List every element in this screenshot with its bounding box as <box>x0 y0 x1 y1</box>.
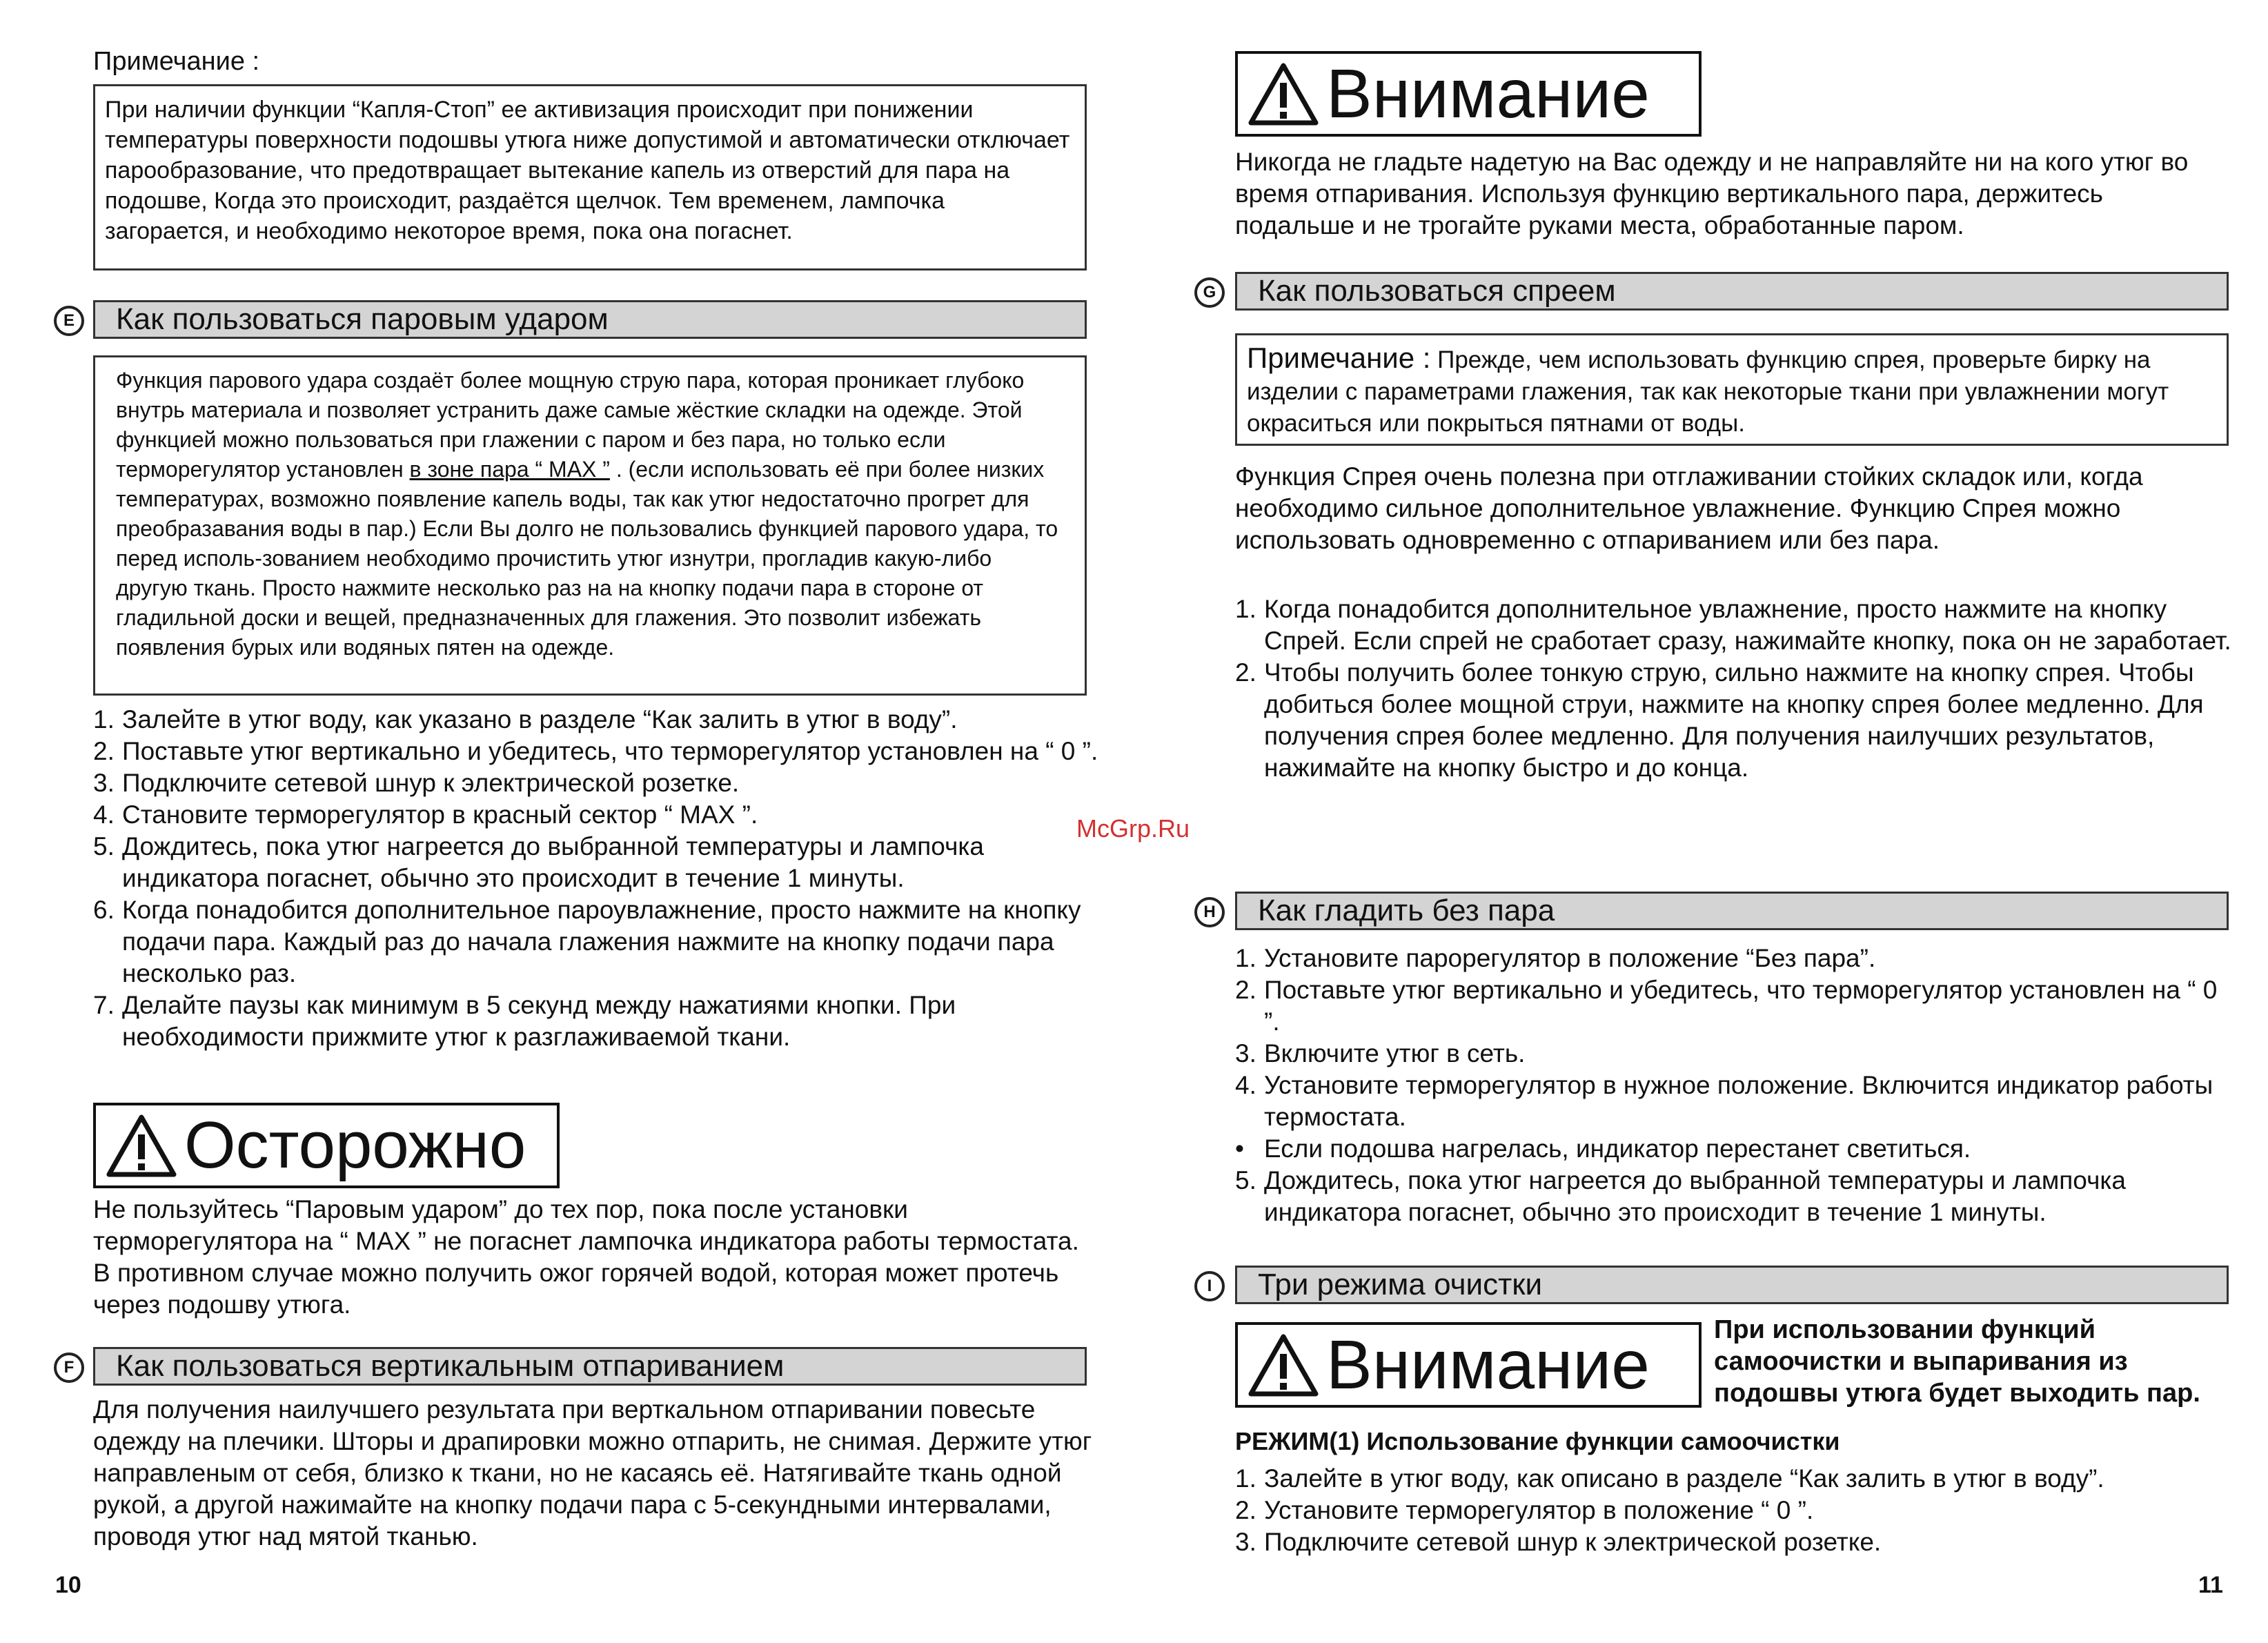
section-e-steps <box>93 704 1101 1053</box>
page-number-left: 10 <box>55 1572 81 1598</box>
attention-text: Никогда не гладьте надетую на Вас одежду и не направляйте ни на кого утюг во время отпаривания. Используя функцию вертикального пара, держитесь подальше и не трогайте руками места, обработанные паром. <box>1235 148 2189 239</box>
list-item-number: 1. <box>93 705 115 734</box>
section-f-badge: F <box>54 1352 84 1383</box>
section-g-title: Как пользоваться спреем <box>1235 272 2229 311</box>
list-item <box>1235 1165 2232 1228</box>
list-item-text: Включите утюг в сеть. <box>1264 1039 1526 1068</box>
section-h-badge: H <box>1194 897 1225 927</box>
list-item <box>93 704 1101 736</box>
attention-title: Внимание <box>1326 55 1650 132</box>
list-item-number: 2. <box>1235 1496 1256 1524</box>
spray-intro: Функция Спрея очень полезна при отглаживании стойких складок или, когда необходимо сильное дополнительное увлажнение. Функцию Спрея можно использовать одновременно с отпариванием или без пара. <box>1235 462 2143 554</box>
section-f-text: Для получения наилучшего результата при верткальном отпаривании повесьте одежду на плечики. Шторы и драпировки можно отпарить, не снимая. Держите утюг направленым от себя, близко к ткани, но не касаясь её. Натягивайте ткань одной рукой, а другой нажимайте на кнопку подачи пара с 5-секундными интервалами, проводя утюг над мятой тканью. <box>93 1395 1092 1551</box>
list-item-text: Делайте паузы как минимум в 5 секунд между нажатиями кнопки. При необходимости прижмите утюг к разглаживаемой ткани. <box>122 991 956 1051</box>
list-item <box>1235 593 2232 657</box>
list-item <box>1235 1495 2232 1526</box>
list-item-text: Чтобы получить более тонкую струю, сильно нажмите на кнопку спрея. Чтобы добиться более мощной струи, нажмите на кнопку спрея более медленно. Для получения спрея более медленно. Для получения наилучших результатов, нажимайте на кнопку быстро и до конца. <box>1264 658 2204 782</box>
list-item-number: 1. <box>1235 595 1256 623</box>
list-item-text: Дождитесь, пока утюг нагреется до выбранной температуры и лампочка индикатора погаснет, обычно это происходит в течение 1 минуты. <box>122 832 984 892</box>
caution-text: Не пользуйтесь “Паровым ударом” до тех пор, пока после установки терморегулятора на “ MAX ” не погаснет лампочка индикатора работы термостата. В противном случае можно получить ожог горячей водой, которая может протечь через подошву утюга. <box>93 1195 1079 1319</box>
section-h-title: Как гладить без пара <box>1235 892 2229 930</box>
spray-note-label: Примечание : <box>1247 342 1431 374</box>
watermark: McGrp.Ru <box>1076 814 1190 843</box>
section-f-title: Как пользоваться вертикальным отпариванием <box>93 1347 1087 1386</box>
list-item-number: 5. <box>1235 1166 1256 1194</box>
list-item <box>93 894 1101 990</box>
list-item-text: Дождитесь, пока утюг нагреется до выбранной температуры и лампочка индикатора погаснет, обычно это происходит в течение 1 минуты. <box>1264 1166 2126 1226</box>
list-item-text: Залейте в утюг воду, как описано в разделе “Как залить в утюг в воду”. <box>1264 1464 2104 1493</box>
section-i-title: Три режима очистки <box>1235 1266 2229 1304</box>
note-text: При наличии функции “Капля-Стоп” ее активизация происходит при понижении температуры поверхности подошвы утюга ниже допустимой и автоматически отключает парообразование, что предотвращает вытекание капель из отверстий для пара на подошве, Когда это происходит, раздаётся щелчок. Тем временем, лампочка загорается, и необходимо некоторое время, пока она погаснет. <box>105 97 1070 244</box>
list-item <box>93 831 1101 894</box>
steam-shot-info-box <box>93 355 1087 696</box>
list-item-number: 2. <box>1235 658 1256 687</box>
list-item-number: 7. <box>93 991 115 1019</box>
section-e-title: Как пользоваться паровым ударом <box>93 300 1087 339</box>
list-item-text: Подключите сетевой шнур к электрической розетке. <box>1264 1528 1882 1556</box>
info-text-1: Функция парового удара создаёт более мощную струю пара, которая проникает глубоко внутрь материала и позволяет устранить даже самые жёсткие складки на одежде. Этой функцией можно пользоваться при глажении с паром и без пара, но только если терморегулятор установлен <box>116 368 1025 482</box>
section-h-steps <box>1235 943 2232 1228</box>
attention-box-top <box>1235 51 1702 137</box>
list-item-number: 6. <box>93 896 115 924</box>
note-box <box>93 84 1087 270</box>
list-item <box>93 767 1101 799</box>
list-item <box>1235 1070 2232 1133</box>
list-item-text: Становите терморегулятор в красный сектор “ MAX ”. <box>122 800 758 829</box>
info-text-underlined: в зоне пара “ MAX ” <box>409 457 610 482</box>
warning-triangle-icon <box>106 1114 177 1177</box>
section-i-badge: I <box>1194 1271 1225 1301</box>
list-item-number: 2. <box>93 737 115 765</box>
list-item <box>1235 1133 2232 1165</box>
section-e-badge: E <box>54 306 84 336</box>
list-item-text: Установите парорегулятор в положение “Без пара”. <box>1264 944 1876 972</box>
list-item-number: 3. <box>1235 1528 1256 1556</box>
note-label: Примечание : <box>93 47 260 76</box>
list-item-number: 2. <box>1235 976 1256 1004</box>
list-item-text: Установите терморегулятор в нужное положение. Включится индикатор работы термостата. <box>1264 1071 2213 1131</box>
list-item-number: 4. <box>93 800 115 829</box>
list-item <box>1235 657 2232 784</box>
list-item-text: Поставьте утюг вертикально и убедитесь, что терморегулятор установлен на “ 0 ”. <box>122 737 1098 765</box>
spray-note-box <box>1235 333 2229 446</box>
caution-title: Осторожно <box>184 1108 526 1182</box>
list-item-number: 1. <box>1235 944 1256 972</box>
list-item-number: 4. <box>1235 1071 1256 1099</box>
caution-box <box>93 1103 560 1188</box>
list-item-text: Если подошва нагрелась, индикатор перестанет светиться. <box>1264 1134 1971 1163</box>
list-item <box>1235 943 2232 974</box>
list-item-text: Залейте в утюг воду, как указано в разделе “Как залить в утюг в воду”. <box>122 705 958 734</box>
mode-1-title: РЕЖИМ(1) Использование функции самоочистки <box>1235 1427 1840 1455</box>
warning-triangle-icon <box>1248 62 1319 126</box>
list-item-number: 3. <box>1235 1039 1256 1068</box>
list-item-text: Поставьте утюг вертикально и убедитесь, что терморегулятор установлен на “ 0 ”. <box>1264 976 2218 1036</box>
attention-cleaning-title: Внимание <box>1326 1326 1650 1404</box>
list-item-number: 1. <box>1235 1464 1256 1493</box>
list-item-number: • <box>1235 1134 1244 1163</box>
list-item-text: Когда понадобится дополнительное пароувлажнение, просто нажмите на кнопку подачи пара. Каждый раз до начала глажения нажмите на кнопку подачи пара несколько раз. <box>122 896 1081 987</box>
spray-note-text: Прежде, чем использовать функцию спрея, проверьте бирку на изделии с параметрами глажения, так как некоторые ткани при увлажнении могут окраситься или покрыться пятнами от воды. <box>1247 346 2169 437</box>
list-item-text: Когда понадобится дополнительное увлажнение, просто нажмите на кнопку Спрей. Если спрей не сработает сразу, нажимайте кнопку, пока он не заработает. <box>1264 595 2231 655</box>
section-i-steps <box>1235 1463 2232 1558</box>
list-item <box>1235 1038 2232 1070</box>
list-item <box>93 736 1101 767</box>
list-item <box>1235 1463 2232 1495</box>
list-item-text: Установите терморегулятор в положение “ 0 ”. <box>1264 1496 1814 1524</box>
list-item <box>93 799 1101 831</box>
info-text-2: . (если использовать её при более низких температурах, возможно появление капель воды, так как утюг недостаточно прогрет для преобразавания воды в пар.) Если Вы долго не пользовались функцией парового удара, то перед исполь-зованием необходимо прочистить утюг изнутри, прогладив какую-либо другую ткань. Просто нажмите несколько раз на на кнопку подачи пара в стороне от гладильной доски и вещей, предназначенных для глажения. Это позволит избежать появления бурых или водяных пятен на одежде. <box>116 457 1058 660</box>
attention-box-cleaning <box>1235 1322 1702 1408</box>
list-item <box>1235 974 2232 1038</box>
section-g-steps <box>1235 593 2232 784</box>
warning-triangle-icon <box>1248 1333 1319 1397</box>
list-item-number: 5. <box>93 832 115 860</box>
page-number-right: 11 <box>2198 1572 2223 1598</box>
attention-cleaning-text: При использовании функций самоочистки и выпаривания из подошвы утюга будет выходить пар. <box>1714 1315 2200 1408</box>
list-item <box>1235 1526 2232 1558</box>
list-item-number: 3. <box>93 769 115 797</box>
section-g-badge: G <box>1194 277 1225 308</box>
list-item-text: Подключите сетевой шнур к электрической розетке. <box>122 769 740 797</box>
list-item <box>93 990 1101 1053</box>
